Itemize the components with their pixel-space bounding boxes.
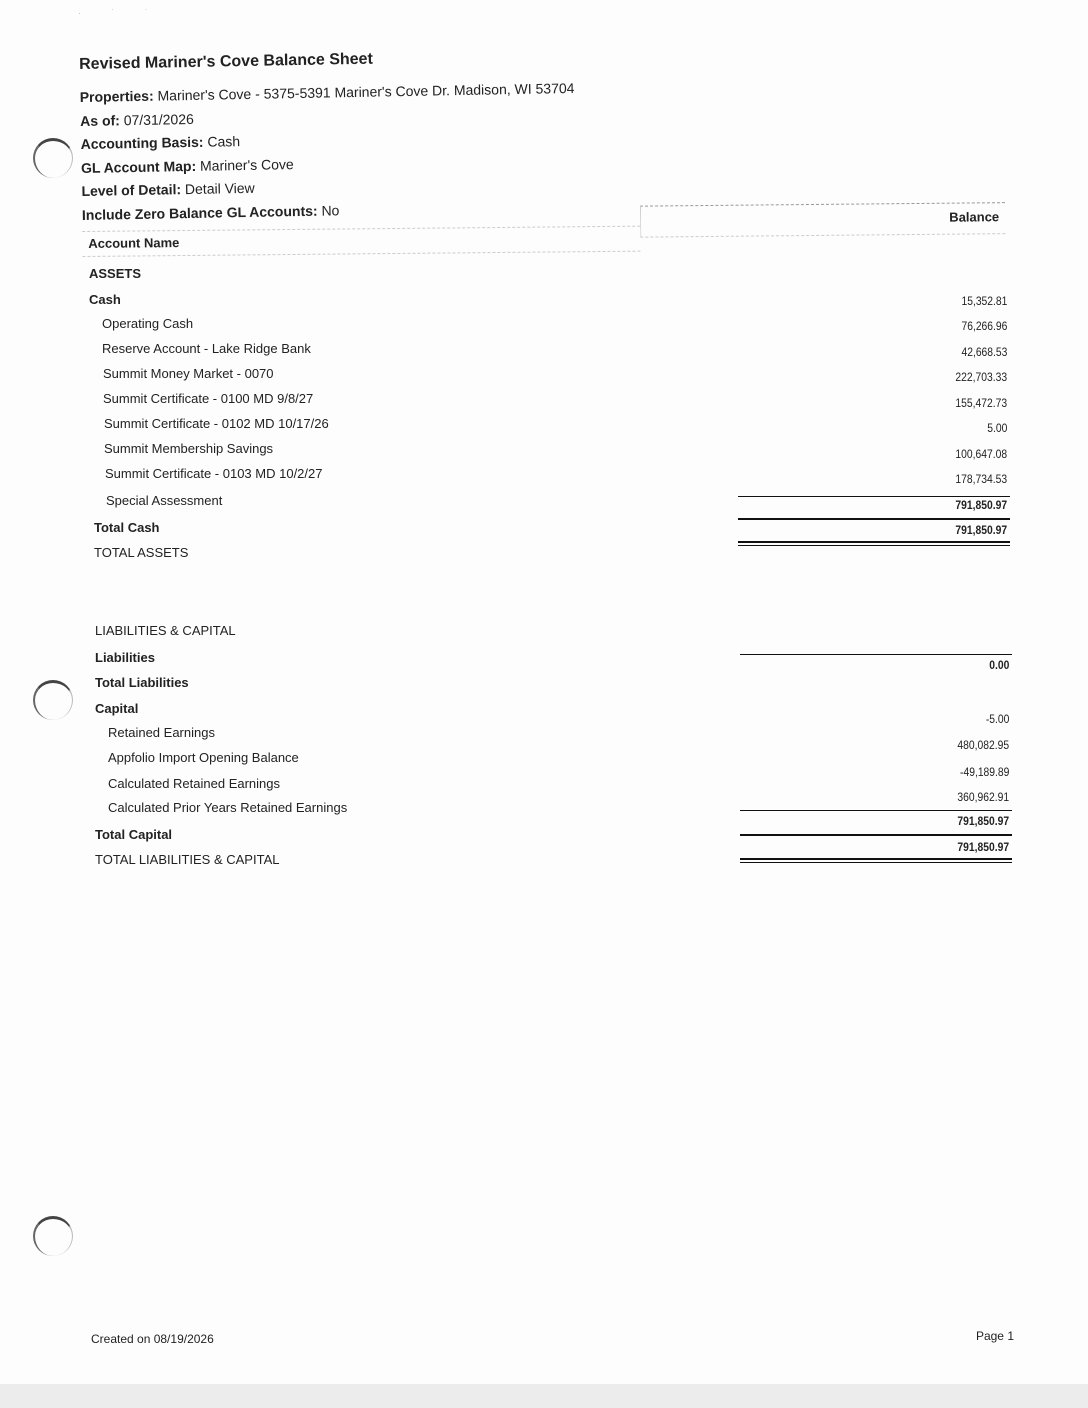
- binder-hole: [33, 1216, 73, 1256]
- binder-hole: [33, 138, 73, 178]
- created-date: Created on 08/19/2026: [91, 1332, 214, 1346]
- binder-hole: [33, 680, 73, 720]
- balance-column-header: [640, 202, 1005, 238]
- total-cash-label: Total Cash: [94, 520, 160, 535]
- capital-row-label: Calculated Prior Years Retained Earnings: [108, 800, 348, 815]
- asset-row-value: 15,352.81: [961, 294, 1007, 308]
- total-assets-value: 791,850.97: [955, 523, 1007, 537]
- total-liabilities-label: Total Liabilities: [95, 675, 189, 690]
- asset-row-label: Summit Money Market - 0070: [103, 366, 274, 381]
- capital-row-value: 480,082.95: [957, 738, 1009, 752]
- total-double-rule: [738, 545, 1010, 546]
- meta-gl-account-map: GL Account Map: Mariner's Cove: [80, 155, 294, 176]
- meta-level-of-detail: Level of Detail: Detail View: [81, 179, 255, 199]
- meta-as-of: As of: 07/31/2026: [80, 110, 194, 129]
- total-liabilities-capital-label: TOTAL LIABILITIES & CAPITAL: [95, 852, 280, 867]
- balance-header-label: Balance: [949, 209, 1000, 225]
- capital-heading: Capital: [95, 701, 139, 716]
- total-rule: [740, 834, 1012, 836]
- subtotal-rule: [740, 654, 1012, 655]
- total-capital-label: Total Capital: [95, 827, 173, 842]
- cash-subtotal-value: 791,850.97: [955, 498, 1007, 512]
- asset-row-value: 155,472.73: [955, 396, 1007, 410]
- capital-subtotal-value: 791,850.97: [957, 814, 1009, 828]
- asset-row-label: Reserve Account - Lake Ridge Bank: [102, 341, 311, 356]
- capital-row-label: Retained Earnings: [108, 725, 215, 740]
- capital-row-label: Calculated Retained Earnings: [108, 776, 280, 791]
- account-column-header: [82, 226, 640, 257]
- total-liabilities-capital-value: 791,850.97: [957, 840, 1009, 854]
- liabilities-capital-heading: LIABILITIES & CAPITAL: [95, 623, 236, 638]
- total-assets-label: TOTAL ASSETS: [94, 545, 189, 560]
- report-header: [79, 45, 682, 227]
- capital-row-value: -5.00: [985, 712, 1009, 726]
- capital-row-label: Appfolio Import Opening Balance: [108, 750, 299, 765]
- liabilities-heading: Liabilities: [95, 650, 155, 665]
- total-rule: [740, 858, 1012, 860]
- cash-heading: Cash: [89, 292, 121, 307]
- scan-noise: · ˙ ˙: [78, 8, 162, 18]
- asset-row-label: Summit Certificate - 0103 MD 10/2/27: [105, 466, 323, 481]
- meta-include-zero-balance: Include Zero Balance GL Accounts: No: [81, 201, 340, 223]
- asset-row-label: Summit Certificate - 0100 MD 9/8/27: [103, 391, 314, 406]
- asset-row-label: Operating Cash: [102, 316, 194, 331]
- total-rule: [738, 518, 1010, 520]
- asset-row-value: 76,266.96: [961, 319, 1007, 333]
- total-liabilities-value: 0.00: [988, 658, 1009, 672]
- asset-row-value: 100,647.08: [955, 447, 1007, 461]
- total-rule: [738, 541, 1010, 543]
- asset-row-label: Summit Certificate - 0102 MD 10/17/26: [104, 416, 329, 431]
- report-title: Revised Mariner's Cove Balance Sheet: [79, 50, 373, 73]
- subtotal-rule: [738, 496, 1010, 497]
- total-double-rule: [740, 862, 1012, 863]
- assets-heading: ASSETS: [89, 266, 142, 281]
- page-number: Page 1: [975, 1329, 1014, 1343]
- capital-row-value: 360,962.91: [957, 790, 1009, 804]
- asset-row-value: 222,703.33: [955, 370, 1007, 384]
- scan-edge: [0, 1384, 1088, 1408]
- asset-row-value: 5.00: [986, 421, 1007, 435]
- asset-row-value: 178,734.53: [955, 472, 1007, 486]
- meta-properties: Properties: Mariner's Cove - 5375-5391 Mariner's Cove Dr. Madison, WI 53704: [79, 79, 575, 105]
- account-header-label: Account Name: [88, 235, 180, 251]
- capital-row-value: -49,189.89: [959, 765, 1009, 779]
- asset-row-label: Special Assessment: [106, 493, 223, 508]
- subtotal-rule: [740, 810, 1012, 811]
- asset-row-value: 42,668.53: [961, 345, 1007, 359]
- meta-accounting-basis: Accounting Basis: Cash: [80, 133, 241, 152]
- asset-row-label: Summit Membership Savings: [104, 441, 274, 456]
